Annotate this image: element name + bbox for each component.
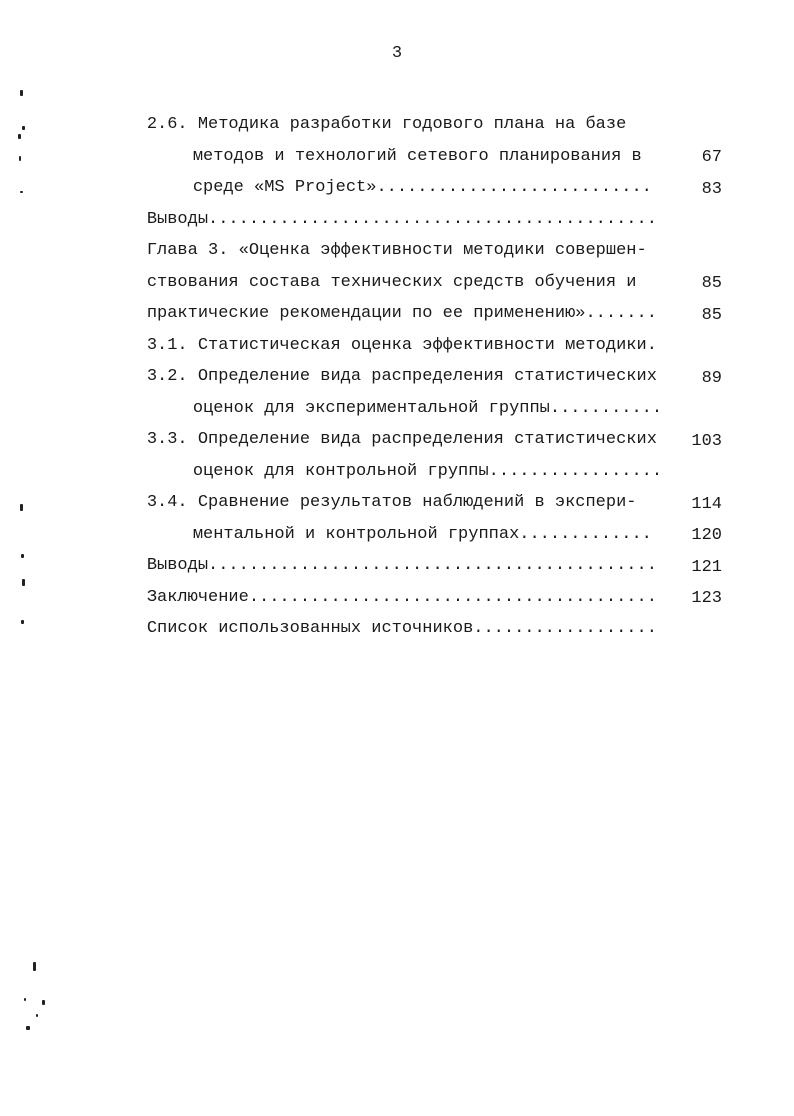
toc-entry-text: 3.3. Определение вида распределения статистических <box>146 430 657 449</box>
scan-speck <box>19 156 21 161</box>
toc-entry-text: ментальной и контрольной группах............. <box>192 525 652 544</box>
toc-entry-text: оценок для контрольной группы................. <box>192 462 663 481</box>
scan-speck <box>18 134 21 139</box>
toc-entry-text: 3.4. Сравнение результатов наблюдений в экспери- <box>146 493 637 512</box>
toc-entry-text: 3.1. Статистическая оценка эффективности методики. <box>146 336 657 355</box>
scan-speck <box>21 620 24 624</box>
scan-speck <box>22 126 25 130</box>
toc-page-number: 89 <box>696 364 722 394</box>
scan-speck <box>42 1000 45 1005</box>
scan-speck <box>24 998 26 1001</box>
page-number: 3 <box>391 44 403 63</box>
toc-entry-text: ствования состава технических средств обучения и <box>146 273 637 292</box>
scan-speck <box>21 554 24 558</box>
scan-speck <box>26 1026 30 1030</box>
toc-line <box>152 364 722 418</box>
toc-line <box>106 301 722 355</box>
toc-line <box>106 206 647 260</box>
toc-page-number: 83 <box>696 175 722 205</box>
toc-entry-text: Список использованных источников.................. <box>146 619 657 638</box>
toc-entry-text: Выводы............................................ <box>146 210 657 229</box>
toc-entry-text: Выводы............................................ <box>146 556 657 575</box>
toc-line <box>106 238 637 292</box>
toc-line <box>106 458 637 512</box>
toc-entry-text: 3.2. Определение вида распределения статистических <box>146 367 657 386</box>
scan-speck <box>20 90 23 96</box>
toc-line <box>152 427 722 481</box>
scan-speck <box>22 579 25 586</box>
toc-line <box>106 395 657 449</box>
scan-speck <box>33 962 36 971</box>
toc-line <box>106 80 627 134</box>
toc-page-number: 85 <box>696 269 722 299</box>
toc-entry-text: 2.6. Методика разработки годового плана на базе <box>146 115 627 134</box>
toc-page-number: 114 <box>685 490 722 520</box>
toc-line <box>106 332 657 386</box>
toc-entry-text: оценок для экспериментальной группы........... <box>192 399 663 418</box>
toc-entry-text: Глава 3. «Оценка эффективности методики совершен- <box>146 241 647 260</box>
toc-entry-text: методов и технологий сетевого планирования в <box>192 147 642 166</box>
toc-entry-text: среде «MS Project»........................... <box>192 178 652 197</box>
scan-speck <box>20 504 23 511</box>
toc-line <box>106 269 722 323</box>
toc-page-number: 123 <box>685 584 722 614</box>
toc-entry-text: практические рекомендации по ее применению»....... <box>146 304 657 323</box>
toc-page-number: 67 <box>696 143 722 173</box>
toc-line <box>106 584 722 638</box>
scan-speck <box>36 1014 38 1017</box>
toc-page-number: 120 <box>685 521 722 551</box>
scan-speck <box>20 191 23 193</box>
toc-page-number: 85 <box>696 301 722 331</box>
toc-line <box>106 175 722 229</box>
toc-page-number: 103 <box>685 427 722 457</box>
toc-entry-text: Заключение........................................ <box>146 588 657 607</box>
toc-page-number: 121 <box>685 553 722 583</box>
